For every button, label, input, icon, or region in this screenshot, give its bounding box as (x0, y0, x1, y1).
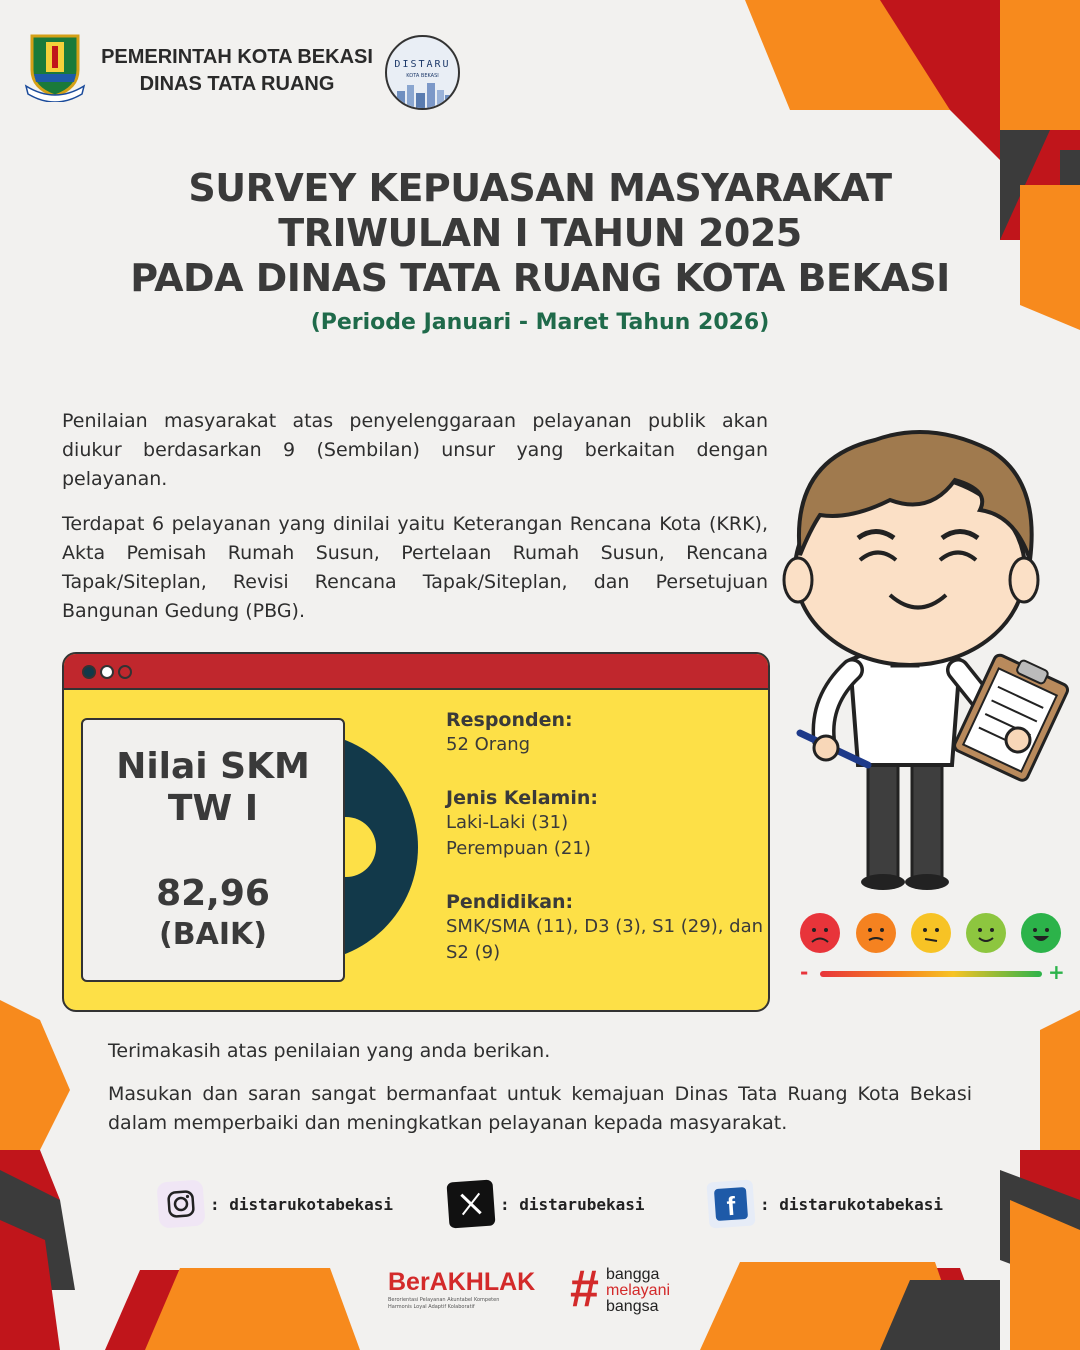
very-happy-face-icon (1021, 913, 1061, 953)
instagram-icon (156, 1179, 205, 1228)
bangsa-word: bangsa (606, 1298, 659, 1315)
facebook-icon: f (706, 1179, 755, 1228)
skm-label-line-1: Nilai SKM (116, 746, 310, 787)
window-dot-icon (118, 665, 132, 679)
berakhlak-logo (388, 1268, 558, 1320)
responden-label: Responden: (446, 709, 573, 731)
hashtag-icon: # (570, 1260, 599, 1318)
berakhlak-sub-1: Berorientasi Pelayanan Akuntabel Kompeten (388, 1297, 500, 1303)
instagram-handle: : distarukotabekasi (210, 1194, 394, 1214)
skm-label-line-2: TW I (167, 788, 259, 829)
rating-scale-bar (800, 968, 1062, 982)
education-value: SMK/SMA (11), D3 (3), S1 (29), dan S2 (9) (446, 916, 764, 963)
organization-name (92, 44, 382, 98)
scale-minus: - (800, 960, 809, 984)
intro-paragraph-2: Terdapat 6 pelayanan yang dinilai yaitu Keterangan Rencana Kota (KRK), Akta Pemisah Rumah Susun, Pertelaan Rumah Susun, Rencana Tapak/Siteplan, Revisi Rencana Tapak/Siteplan, dan Persetujuan Bangunan Gedung (PBG). (62, 513, 768, 622)
x-icon (446, 1179, 495, 1228)
education-label: Pendidikan: (446, 891, 574, 913)
org-line-1: PEMERINTAH KOTA BEKASI (101, 46, 373, 68)
gender-label: Jenis Kelamin: (446, 787, 598, 809)
title-line-3: PADA DINAS TATA RUANG KOTA BEKASI (130, 256, 950, 300)
facebook-handle: : distarukotabekasi (760, 1194, 944, 1214)
window-dot-icon (100, 665, 114, 679)
gender-male: Laki-Laki (31) (446, 812, 569, 833)
card-title-bar (64, 654, 768, 690)
bangga-word: bangga (606, 1266, 660, 1283)
skm-value: 82,96 (156, 873, 270, 914)
distaru-logo-subtext: KOTA BEKASI (406, 73, 439, 79)
window-dot-icon (82, 665, 96, 679)
happy-face-icon (966, 913, 1006, 953)
period-subtitle: (Periode Januari - Maret Tahun 2026) (310, 310, 770, 335)
survey-stats (446, 708, 766, 966)
org-line-2: DINAS TATA RUANG (139, 73, 335, 95)
skm-score-box (81, 718, 345, 982)
x-handle: : distarubekasi (500, 1194, 645, 1214)
skm-result-card (62, 652, 770, 1012)
smiling-man-illustration (780, 420, 1070, 900)
berakhlak-sub-2: Harmonis Loyal Adaptif Kolaboratif (388, 1304, 475, 1310)
city-skyline-icon (395, 81, 453, 110)
page-title (60, 166, 1020, 301)
intro-paragraph-1: Penilaian masyarakat atas penyelenggaraan pelayanan publik akan diukur berdasarkan 9 (Sembilan) unsur yang berkaitan dengan pelayanan. (62, 410, 768, 490)
responden-value: 52 Orang (446, 734, 531, 755)
title-line-2: TRIWULAN I TAHUN 2025 (278, 211, 802, 255)
neutral-face-icon (911, 913, 951, 953)
feedback-message: Masukan dan saran sangat bermanfaat untuk kemajuan Dinas Tata Ruang Kota Bekasi dalam memperbaiki dan meningkatkan pelayanan kepada masyarakat. (108, 1083, 972, 1134)
distaru-logo (385, 35, 460, 110)
berakhlak-text: BerAKHLAK (388, 1268, 536, 1296)
gender-female: Perempuan (21) (446, 838, 591, 859)
very-unhappy-face-icon (800, 913, 840, 953)
social-instagram[interactable] (158, 1178, 393, 1230)
thanks-text: Terimakasih atas penilaian yang anda berikan. (108, 1040, 551, 1062)
social-facebook[interactable] (708, 1178, 943, 1230)
title-line-1: SURVEY KEPUASAN MASYARAKAT (188, 166, 892, 210)
skm-category: (BAIK) (159, 917, 267, 952)
bangga-melayani-bangsa-logo (570, 1260, 690, 1321)
skm-label (83, 746, 343, 830)
social-x[interactable] (448, 1178, 645, 1230)
scale-plus: + (1048, 960, 1065, 984)
unhappy-face-icon (856, 913, 896, 953)
melayani-word: melayani (606, 1282, 671, 1299)
distaru-logo-text: DISTARU (394, 59, 451, 70)
bekasi-crest-icon (24, 30, 86, 102)
